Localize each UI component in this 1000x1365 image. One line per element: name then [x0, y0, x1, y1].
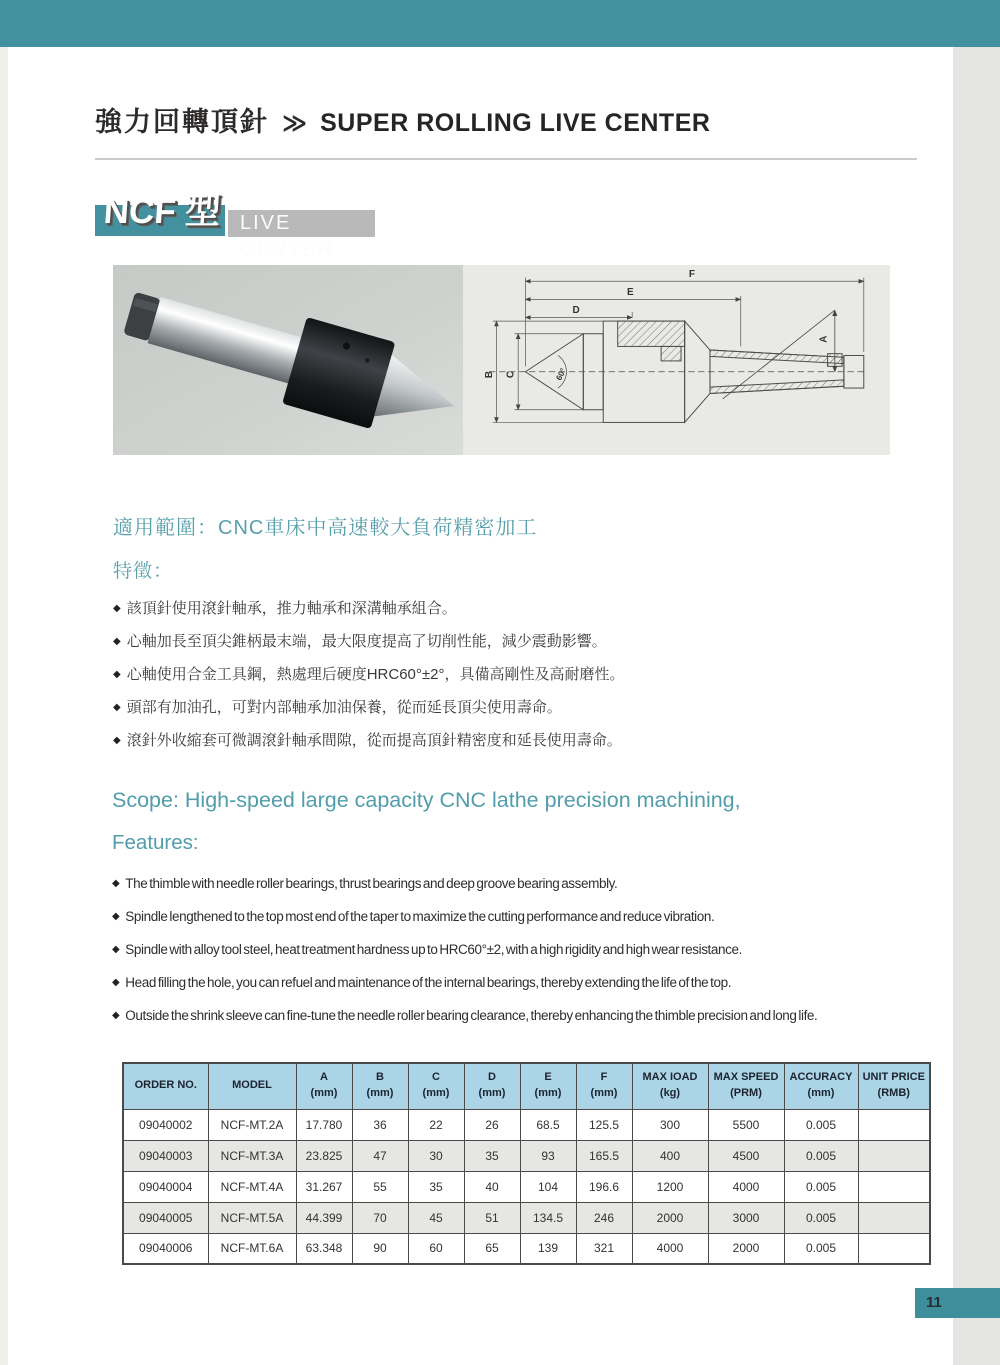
feature-item — [113, 658, 624, 691]
column-header: ORDER NO. — [123, 1063, 208, 1109]
bullet-diamond-icon: ◆ — [112, 944, 120, 955]
table-cell: NCF-MT.2A — [208, 1109, 296, 1140]
bearing-hatch — [618, 321, 685, 346]
features-heading-english: Features: — [112, 831, 199, 854]
table-row — [123, 1171, 930, 1202]
spec-table — [122, 1062, 931, 1265]
features-heading-chinese: 特徵： — [113, 561, 174, 582]
table-cell: 196.6 — [576, 1171, 632, 1202]
table-row — [123, 1109, 930, 1140]
table-cell: 68.5 — [520, 1109, 576, 1140]
table-cell: NCF-MT.6A — [208, 1233, 296, 1264]
scope-heading-chinese: 適用範圍：CNC車床中高速較大負荷精密加工 — [113, 517, 538, 539]
table-cell: 2000 — [708, 1233, 784, 1264]
angle-label: 60° — [554, 366, 568, 382]
table-cell: 44.399 — [296, 1202, 352, 1233]
bullet-diamond-icon: ◆ — [113, 702, 121, 713]
table-cell: 134.5 — [520, 1202, 576, 1233]
table-row — [123, 1140, 930, 1171]
column-header: ACCURACY (mm) — [784, 1063, 858, 1109]
table-cell: 60 — [408, 1233, 464, 1264]
dim-label-C: C — [505, 370, 517, 379]
title-separator-icon: ≫ — [282, 110, 308, 137]
bullet-diamond-icon: ◆ — [112, 977, 120, 988]
feature-text: 心軸使用合金工具鋼，熱處理后硬度HRC60°±2°，具備高剛性及高耐磨性。 — [126, 666, 625, 683]
table-cell — [858, 1140, 930, 1171]
table-cell: 300 — [632, 1109, 708, 1140]
table-cell: 40 — [464, 1171, 520, 1202]
table-cell: NCF-MT.5A — [208, 1202, 296, 1233]
left-margin-strip — [0, 47, 8, 1365]
bullet-diamond-icon: ◆ — [113, 735, 121, 746]
page-title — [95, 100, 710, 139]
page-title-chinese: 強力回轉頂針 — [95, 107, 269, 137]
table-cell: 93 — [520, 1140, 576, 1171]
table-cell: 165.5 — [576, 1140, 632, 1171]
dim-label-A: A — [818, 335, 830, 343]
table-cell: 47 — [352, 1140, 408, 1171]
column-header: UNIT PRICE (RMB) — [858, 1063, 930, 1109]
technical-drawing — [463, 265, 890, 455]
dim-label-B: B — [483, 370, 495, 379]
feature-text: Head filling the hole, you can refuel and maintenance of the internal bearings, thereby extending the life of the top. — [125, 975, 732, 990]
page-number-badge — [915, 1288, 1000, 1318]
table-cell: 09040002 — [123, 1109, 208, 1140]
feature-item — [113, 691, 624, 724]
table-cell: 0.005 — [784, 1171, 858, 1202]
table-cell — [858, 1202, 930, 1233]
table-cell: 23.825 — [296, 1140, 352, 1171]
title-divider — [95, 158, 917, 160]
column-header: E (mm) — [520, 1063, 576, 1109]
product-banner — [113, 265, 890, 455]
table-cell: 0.005 — [784, 1202, 858, 1233]
table-cell: 5500 — [708, 1109, 784, 1140]
feature-item — [112, 900, 817, 933]
table-cell: 0.005 — [784, 1233, 858, 1264]
scope-heading-english: Scope: High-speed large capacity CNC lathe precision machining, — [112, 788, 741, 812]
dim-label-F: F — [688, 268, 695, 280]
table-cell — [858, 1109, 930, 1140]
table-cell: 90 — [352, 1233, 408, 1264]
column-header: MODEL — [208, 1063, 296, 1109]
table-row — [123, 1233, 930, 1264]
table-cell: 09040006 — [123, 1233, 208, 1264]
table-cell: 36 — [352, 1109, 408, 1140]
bullet-diamond-icon: ◆ — [113, 669, 121, 680]
live-center-label: LIVE CENTER — [228, 210, 375, 237]
feature-text: 頭部有加油孔，可對内部軸承加油保養，從而延長頂尖使用壽命。 — [126, 699, 562, 716]
table-cell: 17.780 — [296, 1109, 352, 1140]
feature-item — [113, 724, 624, 757]
dim-label-E: E — [627, 286, 634, 298]
feature-text: 滾針外收縮套可微調滾針軸承間隙，從而提高頂針精密度和延長使用壽命。 — [126, 732, 622, 749]
table-cell: 22 — [408, 1109, 464, 1140]
feature-text: Spindle lengthened to the top most end of the taper to maximize the cutting performance and reduce vibration. — [125, 909, 715, 924]
table-cell: 104 — [520, 1171, 576, 1202]
table-cell: 3000 — [708, 1202, 784, 1233]
table-cell — [858, 1171, 930, 1202]
table-cell: 55 — [352, 1171, 408, 1202]
feature-text: Spindle with alloy tool steel, heat treatment hardness up to HRC60°±2, with a high rigidity and high wear resistance. — [125, 942, 742, 957]
feature-text: The thimble with needle roller bearings, thrust bearings and deep groove bearing assembly. — [125, 876, 618, 891]
table-cell: 4000 — [708, 1171, 784, 1202]
feature-text: 心軸加長至頂尖錐柄最末端，最大限度提高了切削性能，減少震動影響。 — [126, 633, 607, 650]
column-header: MAX SPEED (PRM) — [708, 1063, 784, 1109]
page-title-english: SUPER ROLLING LIVE CENTER — [320, 109, 711, 137]
table-cell: 321 — [576, 1233, 632, 1264]
bullet-diamond-icon: ◆ — [113, 603, 121, 614]
spec-table-header-row — [123, 1063, 930, 1109]
bullet-diamond-icon: ◆ — [112, 1010, 120, 1021]
table-cell: 30 — [408, 1140, 464, 1171]
table-cell — [858, 1233, 930, 1264]
table-cell: 35 — [408, 1171, 464, 1202]
table-cell: 2000 — [632, 1202, 708, 1233]
table-cell: 246 — [576, 1202, 632, 1233]
bullet-diamond-icon: ◆ — [113, 636, 121, 647]
column-header: D (mm) — [464, 1063, 520, 1109]
table-cell: 26 — [464, 1109, 520, 1140]
table-cell: 70 — [352, 1202, 408, 1233]
dim-label-D: D — [572, 304, 580, 316]
table-cell: 0.005 — [784, 1109, 858, 1140]
column-header: A (mm) — [296, 1063, 352, 1109]
model-badge-text: NCF 型 — [102, 192, 222, 231]
features-list-english — [112, 867, 817, 1032]
feature-item — [113, 625, 624, 658]
feature-item — [112, 933, 817, 966]
table-cell: 65 — [464, 1233, 520, 1264]
feature-item — [112, 999, 817, 1032]
table-cell: NCF-MT.4A — [208, 1171, 296, 1202]
column-header: C (mm) — [408, 1063, 464, 1109]
bullet-diamond-icon: ◆ — [112, 911, 120, 922]
table-row — [123, 1202, 930, 1233]
feature-text: Outside the shrink sleeve can fine-tune the needle roller bearing clearance, thereby enhancing the thimble precision and long life. — [125, 1008, 818, 1023]
page-number: 11 — [926, 1294, 942, 1311]
features-list-chinese — [113, 592, 624, 757]
table-cell: 63.348 — [296, 1233, 352, 1264]
table-cell: 1200 — [632, 1171, 708, 1202]
table-cell: NCF-MT.3A — [208, 1140, 296, 1171]
table-cell: 125.5 — [576, 1109, 632, 1140]
column-header: F (mm) — [576, 1063, 632, 1109]
feature-item — [112, 966, 817, 999]
table-cell: 139 — [520, 1233, 576, 1264]
feature-text: 該頂針使用滾針軸承，推力軸承和深溝軸承組合。 — [126, 600, 457, 617]
table-cell: 35 — [464, 1140, 520, 1171]
product-photo — [113, 265, 463, 455]
table-cell: 09040005 — [123, 1202, 208, 1233]
column-header: B (mm) — [352, 1063, 408, 1109]
table-cell: 09040004 — [123, 1171, 208, 1202]
table-cell: 4500 — [708, 1140, 784, 1171]
table-cell: 0.005 — [784, 1140, 858, 1171]
column-header: MAX IOAD (kg) — [632, 1063, 708, 1109]
table-cell: 09040003 — [123, 1140, 208, 1171]
table-cell: 400 — [632, 1140, 708, 1171]
table-cell: 45 — [408, 1202, 464, 1233]
bullet-diamond-icon: ◆ — [112, 878, 120, 889]
top-teal-bar — [0, 0, 1000, 47]
table-cell: 51 — [464, 1202, 520, 1233]
table-cell: 4000 — [632, 1233, 708, 1264]
feature-item — [113, 592, 624, 625]
feature-item — [112, 867, 817, 900]
right-margin-strip — [953, 47, 1000, 1365]
table-cell: 31.267 — [296, 1171, 352, 1202]
